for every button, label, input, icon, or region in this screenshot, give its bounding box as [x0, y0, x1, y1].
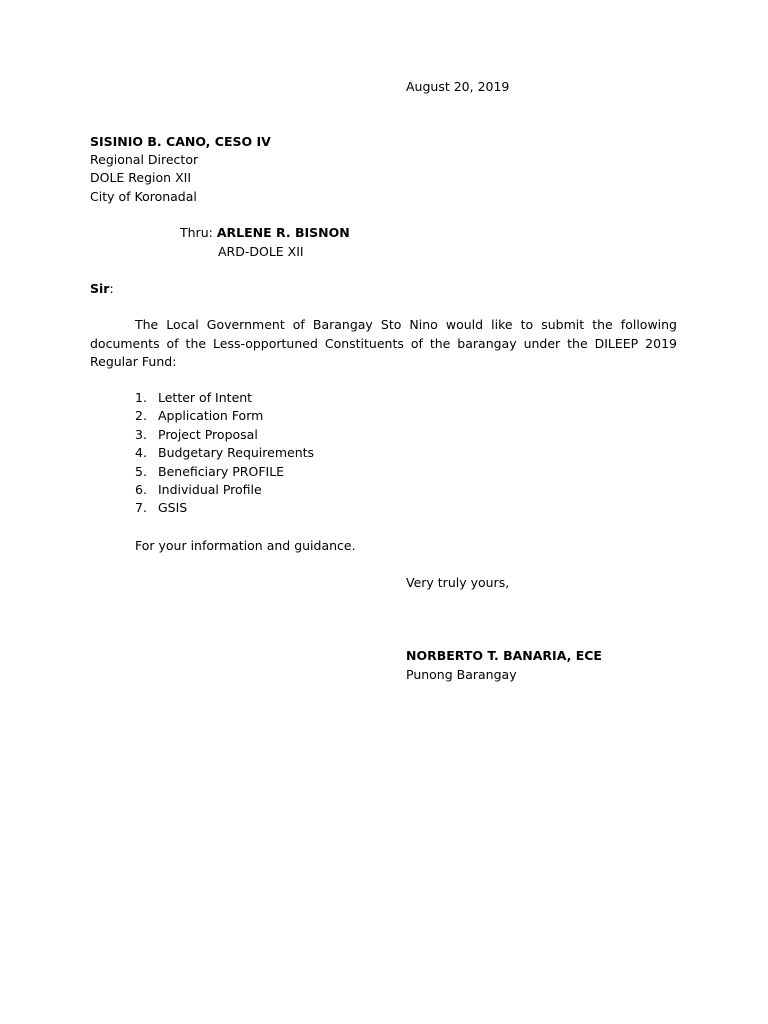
letter-date: August 20, 2019 [406, 79, 510, 94]
list-item-label: GSIS [158, 500, 188, 516]
list-item [135, 499, 314, 517]
salutation-colon: : [109, 281, 114, 296]
list-item-label: Budgetary Requirements [158, 445, 315, 461]
list-item-number: 6. [135, 482, 147, 498]
list-item [135, 426, 314, 444]
list-item [135, 444, 314, 462]
list-item-number: 3. [135, 426, 147, 442]
list-item-number: 5. [135, 463, 147, 479]
list-item-label: Project Proposal [158, 426, 258, 442]
complimentary-close: Very truly yours, [406, 575, 510, 590]
body-paragraph: The Local Government of Barangay Sto Nino would like to submit the following documents of the Less-opportuned Constituents of the barangay under the DILEEP 2019 Regular Fund: [90, 317, 677, 369]
signatory-name: NORBERTO T. BANARIA, ECE [406, 648, 602, 663]
thru-name: ARLENE R. BISNON [216, 225, 350, 240]
list-item [135, 463, 314, 481]
recipient-title: Regional Director [90, 152, 199, 167]
list-item-number: 2. [135, 408, 147, 424]
recipient-city: City of Koronadal [90, 189, 197, 204]
thru-label: Thru: [180, 225, 213, 240]
list-item [135, 481, 314, 499]
list-item-label: Beneficiary PROFILE [158, 463, 285, 479]
signatory-title: Punong Barangay [406, 667, 517, 682]
list-item-label: Letter of Intent [158, 390, 253, 405]
list-item-number: 1. [135, 390, 147, 405]
list-item [135, 407, 314, 425]
closing-line: For your information and guidance. [135, 538, 356, 553]
list-item-number: 4. [135, 445, 147, 461]
recipient-office: DOLE Region XII [90, 170, 192, 185]
recipient-name: SISINIO B. CANO, CESO IV [90, 134, 271, 149]
list-item-number: 7. [135, 500, 147, 516]
documents-list [135, 389, 314, 518]
list-item-label: Individual Profile [158, 482, 262, 498]
thru-line [180, 224, 350, 242]
salutation [90, 280, 114, 298]
list-item-label: Application Form [158, 408, 264, 424]
list-item [135, 389, 314, 407]
salutation-word: Sir [90, 281, 110, 296]
thru-title: ARD-DOLE XII [218, 244, 304, 259]
